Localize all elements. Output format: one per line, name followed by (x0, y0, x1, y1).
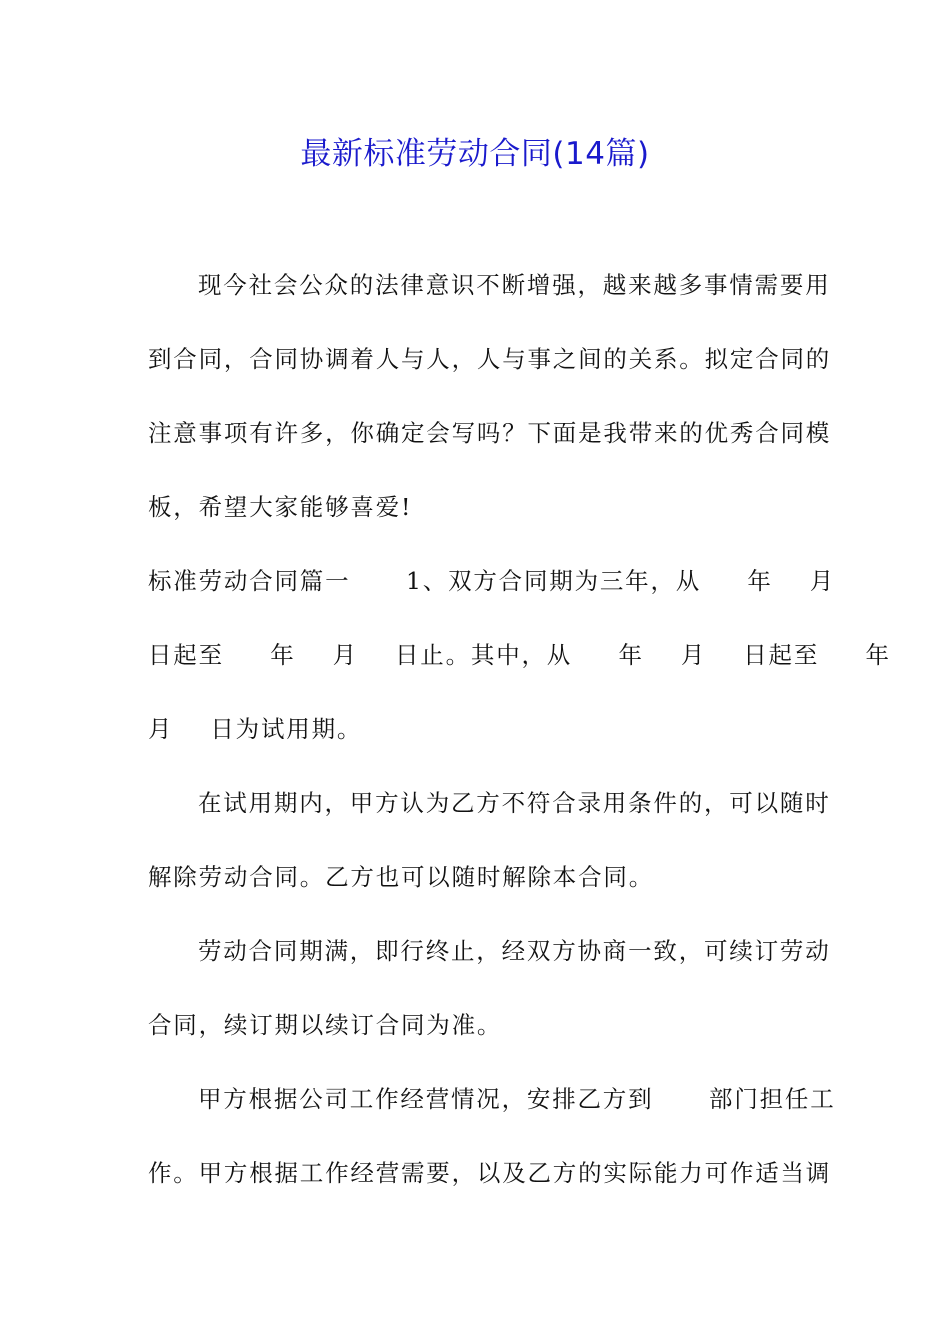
paragraph-line: 劳动合同期满，即行终止，经双方协商一致，可续订劳动 (198, 937, 831, 965)
paragraph-line: 日起至 年 月 日止。其中，从 年 月 日起至 年 (148, 641, 891, 669)
paragraph-line: 月 日为试用期。 (148, 715, 363, 743)
section-heading-line: 标准劳动合同篇一 1、双方合同期为三年，从 年 月 (148, 567, 836, 595)
paragraph-line: 作。甲方根据工作经营需要，以及乙方的实际能力可作适当调 (148, 1159, 832, 1187)
paragraph-line: 板，希望大家能够喜爱! (148, 493, 413, 521)
document-title: 最新标准劳动合同(14篇) (300, 136, 650, 172)
paragraph-line: 注意事项有许多，你确定会写吗？下面是我带来的优秀合同模 (148, 419, 832, 447)
document-body (148, 258, 891, 1220)
paragraph-line: 到合同，合同协调着人与人，人与事之间的关系。拟定合同的 (148, 345, 832, 373)
paragraph-line: 甲方根据公司工作经营情况，安排乙方到 部门担任工 (198, 1085, 836, 1113)
paragraph-line: 在试用期内，甲方认为乙方不符合录用条件的，可以随时 (198, 789, 831, 817)
paragraph-line: 现今社会公众的法律意识不断增强，越来越多事情需要用 (198, 271, 831, 299)
paragraph-line: 解除劳动合同。乙方也可以随时解除本合同。 (148, 863, 654, 891)
paragraph-line: 合同，续订期以续订合同为准。 (148, 1011, 503, 1039)
